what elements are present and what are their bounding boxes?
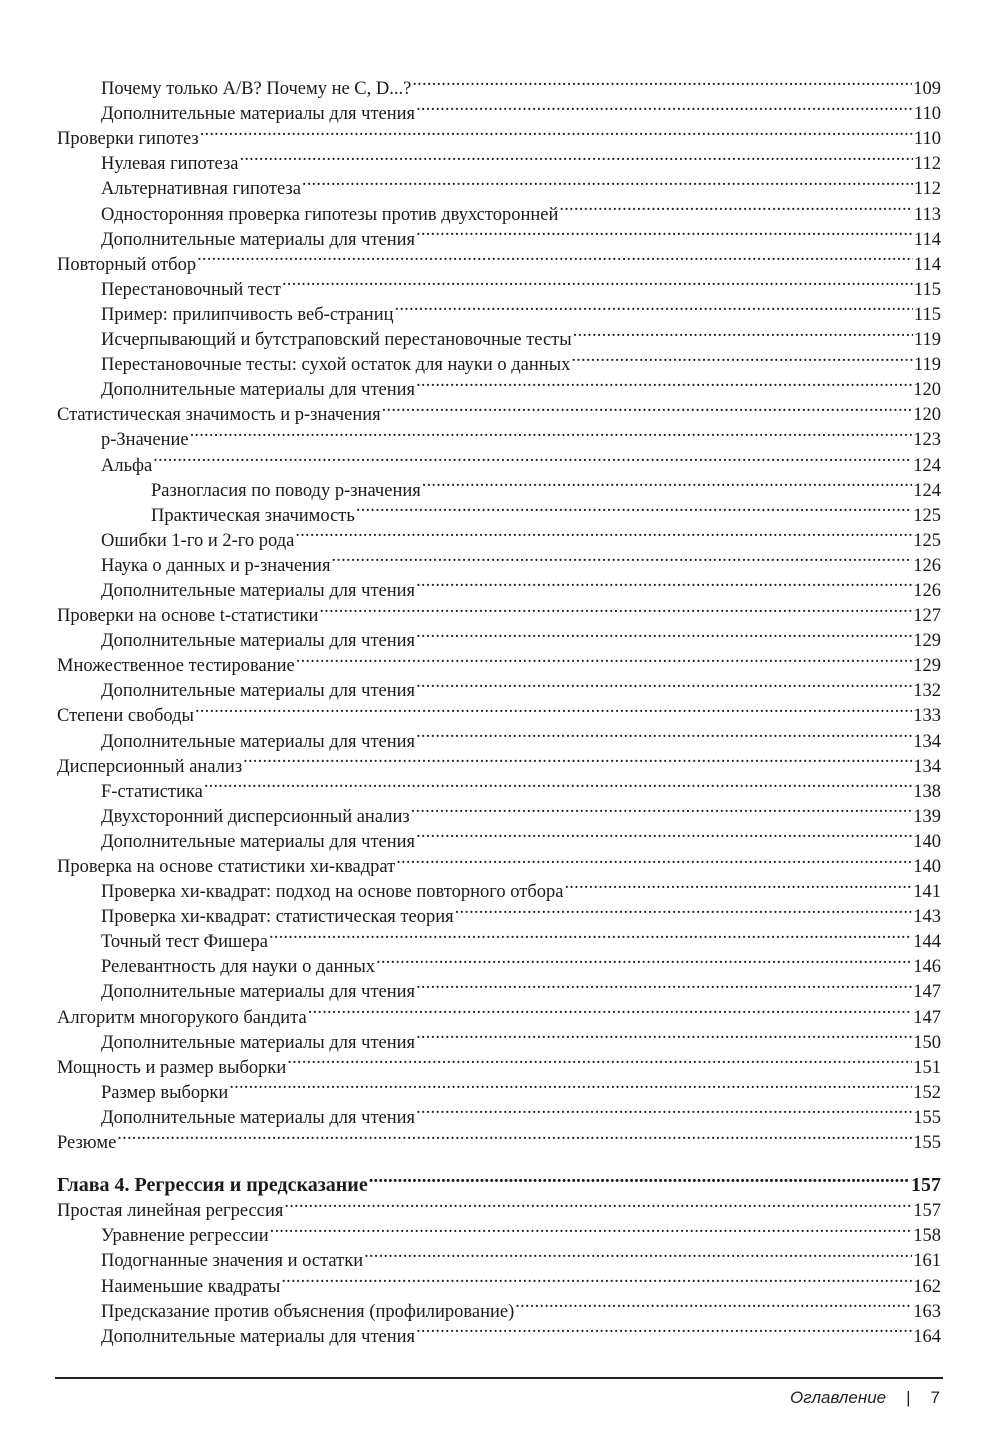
toc-leader-dots xyxy=(195,696,912,721)
toc-entry-page: 158 xyxy=(913,1226,941,1247)
toc-entry-title: Дополнительные материалы для чтения xyxy=(101,580,416,601)
toc-entry[interactable] xyxy=(57,1123,941,1154)
toc-leader-dots xyxy=(416,1023,912,1048)
toc-entry-page: 133 xyxy=(913,706,941,727)
toc-leader-dots xyxy=(416,370,912,395)
toc-leader-dots xyxy=(559,194,913,219)
toc-leader-dots xyxy=(364,1241,912,1266)
toc-leader-dots xyxy=(412,69,912,94)
toc-entry-title: Размер выборки xyxy=(101,1082,229,1103)
toc-entry-page: 119 xyxy=(913,355,941,376)
toc-leader-dots xyxy=(411,797,913,822)
toc-entry-page: 125 xyxy=(913,530,941,551)
toc-entry-title: Дополнительные материалы для чтения xyxy=(101,731,416,752)
toc-leader-dots xyxy=(287,1048,912,1073)
toc-leader-dots xyxy=(416,822,912,847)
toc-entry-page: 144 xyxy=(913,932,941,953)
toc-entry-title: Простая линейная регрессия xyxy=(57,1201,284,1222)
toc-leader-dots xyxy=(331,546,912,571)
toc-leader-dots xyxy=(319,596,912,621)
toc-entry-title: Дополнительные материалы для чтения xyxy=(101,1107,416,1128)
toc-leader-dots xyxy=(284,1191,912,1216)
toc-leader-dots xyxy=(376,947,912,972)
toc-entry-title: p-Значение xyxy=(101,430,189,451)
toc-leader-dots xyxy=(200,119,913,144)
toc-entry-page: 115 xyxy=(913,304,941,325)
toc-entry-title: Наименьшие квадраты xyxy=(101,1276,281,1297)
toc-entry-page: 141 xyxy=(913,882,941,903)
toc-leader-dots xyxy=(396,847,912,872)
toc-entry-page: 132 xyxy=(913,681,941,702)
toc-leader-dots xyxy=(153,445,912,470)
toc-leader-dots xyxy=(416,94,913,119)
toc-leader-dots xyxy=(395,295,913,320)
toc-entry-title: Наука о данных и p-значения xyxy=(101,555,331,576)
toc-entry-title: Проверка хи-квадрат: подход на основе повторного отбора xyxy=(101,882,564,903)
toc-entry-page: 126 xyxy=(913,555,941,576)
toc-leader-dots xyxy=(281,1266,912,1291)
toc-entry-title: Пример: прилипчивость веб-страниц xyxy=(101,304,394,325)
toc-entry-page: 119 xyxy=(913,330,941,351)
toc-entry-title: Исчерпывающий и бутстраповский перестановочные тесты xyxy=(101,330,572,351)
toc-entry-title: F-статистика xyxy=(101,781,203,802)
toc-entry-page: 114 xyxy=(913,229,941,250)
toc-entry-page: 155 xyxy=(913,1107,941,1128)
toc-entry-title: Альфа xyxy=(101,455,153,476)
toc-entry-page: 150 xyxy=(913,1032,941,1053)
toc-leader-dots xyxy=(308,997,913,1022)
toc-entry-page: 143 xyxy=(913,907,941,928)
toc-leader-dots xyxy=(243,747,912,772)
toc-entry-title: Дополнительные материалы для чтения xyxy=(101,631,416,652)
toc-leader-dots xyxy=(197,245,913,270)
toc-entry-title: Проверка на основе статистики хи-квадрат xyxy=(57,857,396,877)
toc-entry[interactable] xyxy=(57,69,941,100)
toc-leader-dots xyxy=(240,144,913,169)
toc-entry-page: 163 xyxy=(913,1301,941,1322)
toc-entry-title: Проверки на основе t-статистики xyxy=(57,606,319,627)
toc-entry-title: Алгоритм многорукого бандита xyxy=(57,1007,307,1028)
toc-entry-page: 140 xyxy=(913,857,941,877)
toc-leader-dots xyxy=(573,320,913,345)
footer-divider xyxy=(55,1377,943,1379)
toc-entry-page: 129 xyxy=(913,656,941,677)
toc-leader-dots xyxy=(416,1317,912,1342)
toc-entry-page: 152 xyxy=(913,1082,941,1103)
toc-entry-page: 112 xyxy=(913,179,941,200)
toc-entry-title: Мощность и размер выборки xyxy=(57,1057,287,1078)
toc-entry-page: 134 xyxy=(913,731,941,752)
toc-entry-page: 113 xyxy=(913,204,941,225)
toc-entry-page: 161 xyxy=(913,1251,941,1272)
toc-leader-dots xyxy=(295,521,912,546)
toc-entry-title: Альтернативная гипотеза xyxy=(101,179,301,200)
toc-leader-dots xyxy=(229,1073,912,1098)
toc-leader-dots xyxy=(455,897,913,922)
footer-page-number: 7 xyxy=(930,1388,940,1407)
toc-leader-dots xyxy=(117,1123,912,1148)
toc-entry-title: Дополнительные материалы для чтения xyxy=(101,229,416,250)
toc-chapter-entry[interactable] xyxy=(57,1166,941,1197)
toc-entry-title: Дополнительные материалы для чтения xyxy=(101,104,416,125)
toc-leader-dots xyxy=(416,571,912,596)
toc-leader-dots xyxy=(356,496,912,521)
toc-leader-dots xyxy=(302,169,913,194)
toc-leader-dots xyxy=(270,1216,913,1241)
toc-entry-page: 147 xyxy=(913,1007,941,1028)
toc-entry-page: 157 xyxy=(913,1201,941,1222)
toc-entry-page: 147 xyxy=(913,982,941,1003)
toc-entry-title: Релевантность для науки о данных xyxy=(101,957,376,978)
toc-entry-title: Односторонняя проверка гипотезы против двухсторонней xyxy=(101,204,559,225)
page-footer xyxy=(790,1388,940,1408)
toc-leader-dots xyxy=(282,270,913,295)
toc-entry-title: Практическая значимость xyxy=(151,505,355,526)
toc-leader-dots xyxy=(564,872,912,897)
toc-entry-title: Резюме xyxy=(57,1133,117,1154)
toc-entry-page: 115 xyxy=(913,279,941,300)
toc-leader-dots xyxy=(416,972,912,997)
toc-entry-title: Дополнительные материалы для чтения xyxy=(101,1326,416,1347)
toc-entry-page: 123 xyxy=(913,430,941,451)
toc-entry-title: Почему только A/B? Почему не C, D...? xyxy=(101,79,412,100)
toc-entry-page: 138 xyxy=(913,781,941,802)
toc-entry-page: 134 xyxy=(913,756,941,777)
footer-section-label: Оглавление xyxy=(790,1388,887,1407)
toc-entry-page: 114 xyxy=(913,254,941,275)
toc-entry-title: Разногласия по поводу p-значения xyxy=(151,480,421,501)
toc-entry-title: Проверка хи-квадрат: статистическая теория xyxy=(101,907,454,928)
table-of-contents xyxy=(57,69,941,1347)
toc-entry-page: 125 xyxy=(913,505,941,526)
toc-leader-dots xyxy=(190,420,913,445)
toc-leader-dots xyxy=(416,220,913,245)
toc-leader-dots xyxy=(369,1166,910,1191)
toc-entry-title: Дисперсионный анализ xyxy=(57,756,243,777)
toc-entry-page: 139 xyxy=(913,806,941,827)
toc-entry-title: Перестановочный тест xyxy=(101,279,281,300)
toc-entry[interactable] xyxy=(57,471,941,501)
toc-entry-title: Степени свободы xyxy=(57,706,194,727)
toc-entry-page: 110 xyxy=(913,104,941,125)
toc-entry-title: Повторный отбор xyxy=(57,254,197,275)
toc-entry-page: 129 xyxy=(913,631,941,652)
toc-entry-title: Предсказание против объяснения (профилирование) xyxy=(101,1301,515,1322)
toc-leader-dots xyxy=(571,345,913,370)
toc-entry-page: 146 xyxy=(913,957,941,978)
toc-entry[interactable] xyxy=(57,445,941,476)
toc-entry-page: 120 xyxy=(913,405,941,426)
toc-entry-title: Точный тест Фишера xyxy=(101,932,268,953)
toc-leader-dots xyxy=(416,671,912,696)
toc-entry-page: 112 xyxy=(913,154,941,175)
toc-entry-page: 155 xyxy=(913,1133,941,1154)
toc-entry-title: Уравнение регрессии xyxy=(101,1226,269,1247)
toc-entry-title: Множественное тестирование xyxy=(57,656,295,677)
toc-entry-title: Дополнительные материалы для чтения xyxy=(101,1032,416,1053)
toc-leader-dots xyxy=(416,621,912,646)
toc-entry-page: 109 xyxy=(913,79,941,100)
footer-separator: | xyxy=(906,1388,911,1407)
toc-entry-page: 157 xyxy=(911,1174,941,1197)
toc-entry-title: Проверки гипотез xyxy=(57,129,199,150)
toc-leader-dots xyxy=(296,646,912,671)
toc-entry-page: 140 xyxy=(913,831,941,852)
toc-entry-title: Ошибки 1-го и 2-го рода xyxy=(101,530,295,551)
toc-entry-page: 124 xyxy=(913,480,941,501)
toc-entry-title: Подогнанные значения и остатки xyxy=(101,1251,364,1272)
toc-leader-dots xyxy=(382,395,913,420)
toc-entry-page: 164 xyxy=(913,1326,941,1347)
toc-entry[interactable] xyxy=(57,420,941,451)
toc-entry-title: Дополнительные материалы для чтения xyxy=(101,380,416,401)
toc-leader-dots xyxy=(416,1098,912,1123)
toc-entry-page: 120 xyxy=(913,380,941,401)
toc-entry-title: Дополнительные материалы для чтения xyxy=(101,831,416,852)
toc-entry-title: Статистическая значимость и p-значения xyxy=(57,405,381,426)
toc-leader-dots xyxy=(204,772,912,797)
toc-entry-page: 126 xyxy=(913,580,941,601)
toc-leader-dots xyxy=(422,471,913,496)
toc-entry-title: Дополнительные материалы для чтения xyxy=(101,982,416,1003)
toc-entry-page: 162 xyxy=(913,1276,941,1297)
toc-leader-dots xyxy=(416,721,912,746)
toc-entry-page: 124 xyxy=(913,455,941,476)
toc-entry-title: Двухсторонний дисперсионный анализ xyxy=(101,806,410,827)
toc-entry-page: 151 xyxy=(913,1057,941,1078)
toc-entry-title: Нулевая гипотеза xyxy=(101,154,239,175)
toc-entry-title: Перестановочные тесты: сухой остаток для науки о данных xyxy=(101,355,571,376)
toc-entry-page: 127 xyxy=(913,606,941,627)
toc-entry-page: 110 xyxy=(913,129,941,150)
toc-leader-dots xyxy=(515,1292,912,1317)
toc-entry-title: Глава 4. Регрессия и предсказание xyxy=(57,1174,368,1197)
toc-entry-title: Дополнительные материалы для чтения xyxy=(101,681,416,702)
toc-leader-dots xyxy=(269,922,912,947)
